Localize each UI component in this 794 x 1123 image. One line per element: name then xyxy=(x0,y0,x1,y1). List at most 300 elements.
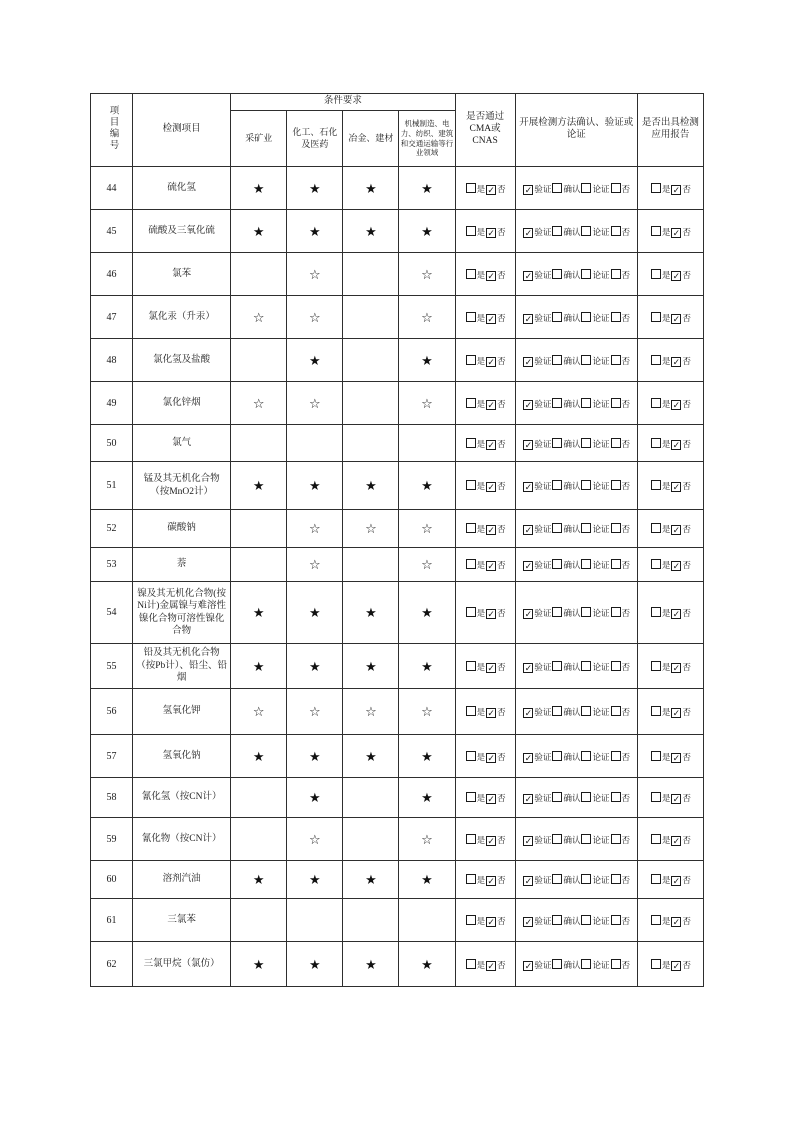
star-empty-cell xyxy=(343,253,399,296)
star-empty-cell xyxy=(231,818,287,861)
checkbox-unchecked-icon xyxy=(581,915,591,925)
cma-cell: 是 ✓ 否 xyxy=(455,899,515,942)
checkbox-unchecked-icon xyxy=(466,792,476,802)
report-cell: 是 ✓ 否 xyxy=(637,735,703,778)
checkbox-unchecked-icon xyxy=(466,183,476,193)
checkbox-unchecked-icon xyxy=(466,751,476,761)
star-filled-icon: ★ xyxy=(287,735,343,778)
star-empty-cell xyxy=(343,899,399,942)
item-no: 57 xyxy=(91,735,133,778)
star-filled-icon: ★ xyxy=(343,735,399,778)
checkbox-checked-icon: ✓ xyxy=(524,270,533,281)
checkbox-checked-icon: ✓ xyxy=(672,708,681,718)
star-filled-icon: ★ xyxy=(399,582,455,644)
checkbox-checked-icon: ✓ xyxy=(672,525,681,535)
table-row xyxy=(91,818,704,861)
table-row xyxy=(91,861,704,899)
checkbox-unchecked-icon xyxy=(552,480,562,490)
star-empty-cell xyxy=(231,778,287,818)
checkbox-unchecked-icon xyxy=(611,355,621,365)
star-hollow-icon: ☆ xyxy=(399,689,455,735)
checkbox-checked-icon: ✓ xyxy=(524,662,533,673)
star-filled-icon: ★ xyxy=(287,167,343,210)
header-industry-chemical: 化工、石化及医药 xyxy=(287,111,343,167)
item-no: 50 xyxy=(91,425,133,462)
checkbox-checked-icon: ✓ xyxy=(487,752,495,763)
cma-cell: 是 ✓ 否 xyxy=(455,582,515,644)
checkbox-unchecked-icon xyxy=(651,183,661,193)
star-hollow-icon: ☆ xyxy=(231,382,287,425)
method-cell: ✓ 验证 确认 论证 否 xyxy=(515,296,637,339)
checkbox-unchecked-icon xyxy=(651,874,661,884)
star-filled-icon: ★ xyxy=(399,210,455,253)
table-row xyxy=(91,644,704,689)
item-name: 硫化氢 xyxy=(133,167,231,210)
checkbox-checked-icon: ✓ xyxy=(487,916,495,927)
checkbox-unchecked-icon xyxy=(552,312,562,322)
checkbox-checked-icon: ✓ xyxy=(672,794,681,804)
method-cell: ✓ 验证 确认 论证 否 xyxy=(515,167,637,210)
table-row xyxy=(91,296,704,339)
checkbox-unchecked-icon xyxy=(552,915,562,925)
method-cell: ✓ 验证 确认 论证 否 xyxy=(515,818,637,861)
star-hollow-icon: ☆ xyxy=(399,382,455,425)
item-no: 47 xyxy=(91,296,133,339)
checkbox-unchecked-icon xyxy=(581,751,591,761)
star-empty-cell xyxy=(343,296,399,339)
cma-cell: 是 ✓ 否 xyxy=(455,167,515,210)
checkbox-unchecked-icon xyxy=(466,523,476,533)
star-hollow-icon: ☆ xyxy=(287,818,343,861)
checkbox-unchecked-icon xyxy=(466,480,476,490)
checkbox-checked-icon: ✓ xyxy=(672,439,681,450)
star-empty-cell xyxy=(231,510,287,548)
item-no: 56 xyxy=(91,689,133,735)
checkbox-unchecked-icon xyxy=(611,480,621,490)
checkbox-unchecked-icon xyxy=(611,226,621,236)
checkbox-unchecked-icon xyxy=(581,480,591,490)
star-filled-icon: ★ xyxy=(399,861,455,899)
checkbox-unchecked-icon xyxy=(651,706,661,716)
checkbox-checked-icon: ✓ xyxy=(524,525,533,535)
header-report: 是否出具检测应用报告 xyxy=(637,94,703,167)
table-row xyxy=(91,167,704,210)
star-filled-icon: ★ xyxy=(287,462,343,510)
table-row xyxy=(91,210,704,253)
star-filled-icon: ★ xyxy=(287,861,343,899)
checkbox-unchecked-icon xyxy=(552,751,562,761)
checkbox-checked-icon: ✓ xyxy=(487,399,495,410)
checkbox-checked-icon: ✓ xyxy=(487,270,495,281)
table-row xyxy=(91,425,704,462)
table-body xyxy=(91,167,704,987)
checkbox-checked-icon: ✓ xyxy=(524,794,533,804)
checkbox-unchecked-icon xyxy=(552,355,562,365)
item-no: 55 xyxy=(91,644,133,689)
checkbox-unchecked-icon xyxy=(552,959,562,969)
checkbox-unchecked-icon xyxy=(581,269,591,279)
checkbox-checked-icon: ✓ xyxy=(524,184,533,195)
star-empty-cell xyxy=(343,339,399,382)
checkbox-unchecked-icon xyxy=(581,355,591,365)
star-filled-icon: ★ xyxy=(231,735,287,778)
checkbox-checked-icon: ✓ xyxy=(487,356,495,367)
report-cell: 是 ✓ 否 xyxy=(637,899,703,942)
checkbox-unchecked-icon xyxy=(581,959,591,969)
header-industry-machinery: 机械制造、电力、纺织、建筑和交通运输等行业领域 xyxy=(399,111,455,167)
report-cell: 是 ✓ 否 xyxy=(637,296,703,339)
table-row xyxy=(91,339,704,382)
checkbox-unchecked-icon xyxy=(581,183,591,193)
checkbox-checked-icon: ✓ xyxy=(672,561,681,571)
checkbox-unchecked-icon xyxy=(466,607,476,617)
item-name: 锰及其无机化合物（按MnO2计） xyxy=(133,462,231,510)
checkbox-checked-icon: ✓ xyxy=(487,960,495,971)
star-filled-icon: ★ xyxy=(231,861,287,899)
checkbox-checked-icon: ✓ xyxy=(524,356,533,367)
checkbox-unchecked-icon xyxy=(611,312,621,322)
report-cell: 是 ✓ 否 xyxy=(637,425,703,462)
checkbox-unchecked-icon xyxy=(611,915,621,925)
checkbox-checked-icon: ✓ xyxy=(672,482,681,492)
star-filled-icon: ★ xyxy=(399,735,455,778)
cma-cell: 是 ✓ 否 xyxy=(455,210,515,253)
checkbox-checked-icon: ✓ xyxy=(524,708,533,718)
checkbox-unchecked-icon xyxy=(581,607,591,617)
checkbox-unchecked-icon xyxy=(651,559,661,569)
checkbox-unchecked-icon xyxy=(651,312,661,322)
star-empty-cell xyxy=(231,253,287,296)
method-cell: ✓ 验证 确认 论证 否 xyxy=(515,582,637,644)
item-name: 氢氧化钾 xyxy=(133,689,231,735)
checkbox-checked-icon: ✓ xyxy=(487,184,495,195)
checkbox-unchecked-icon xyxy=(611,834,621,844)
method-cell: ✓ 验证 确认 论证 否 xyxy=(515,548,637,582)
checkbox-checked-icon: ✓ xyxy=(672,752,681,763)
checkbox-unchecked-icon xyxy=(581,398,591,408)
checkbox-unchecked-icon xyxy=(611,959,621,969)
checkbox-unchecked-icon xyxy=(466,915,476,925)
star-empty-cell xyxy=(343,778,399,818)
table-row xyxy=(91,582,704,644)
star-hollow-icon: ☆ xyxy=(343,689,399,735)
header-item-name: 检测项目 xyxy=(133,94,231,167)
checkbox-unchecked-icon xyxy=(466,398,476,408)
report-cell: 是 ✓ 否 xyxy=(637,167,703,210)
item-name: 碳酸钠 xyxy=(133,510,231,548)
star-filled-icon: ★ xyxy=(399,339,455,382)
star-empty-cell xyxy=(399,425,455,462)
item-name: 氯化氢及盐酸 xyxy=(133,339,231,382)
table-row xyxy=(91,689,704,735)
header-industry-mining: 采矿业 xyxy=(231,111,287,167)
star-filled-icon: ★ xyxy=(343,644,399,689)
checkbox-checked-icon: ✓ xyxy=(487,561,495,571)
method-cell: ✓ 验证 确认 论证 否 xyxy=(515,339,637,382)
item-no: 49 xyxy=(91,382,133,425)
star-hollow-icon: ☆ xyxy=(399,818,455,861)
checkbox-unchecked-icon xyxy=(651,269,661,279)
checkbox-unchecked-icon xyxy=(611,751,621,761)
checkbox-unchecked-icon xyxy=(651,661,661,671)
checkbox-checked-icon: ✓ xyxy=(524,916,533,927)
table-row xyxy=(91,899,704,942)
checkbox-unchecked-icon xyxy=(651,915,661,925)
checkbox-unchecked-icon xyxy=(611,874,621,884)
header-cma: 是否通过CMA或CNAS xyxy=(455,94,515,167)
checkbox-unchecked-icon xyxy=(581,523,591,533)
checkbox-checked-icon: ✓ xyxy=(672,662,681,673)
checkbox-unchecked-icon xyxy=(466,269,476,279)
checkbox-unchecked-icon xyxy=(581,312,591,322)
checkbox-unchecked-icon xyxy=(466,959,476,969)
star-hollow-icon: ☆ xyxy=(399,296,455,339)
checkbox-checked-icon: ✓ xyxy=(487,794,495,804)
header-item-no-label: 项目编号 xyxy=(107,104,118,151)
checkbox-checked-icon: ✓ xyxy=(672,313,681,324)
checkbox-unchecked-icon xyxy=(466,226,476,236)
report-cell: 是 ✓ 否 xyxy=(637,582,703,644)
star-empty-cell xyxy=(231,339,287,382)
item-no: 51 xyxy=(91,462,133,510)
star-filled-icon: ★ xyxy=(399,778,455,818)
checkbox-unchecked-icon xyxy=(581,661,591,671)
star-filled-icon: ★ xyxy=(399,462,455,510)
star-hollow-icon: ☆ xyxy=(287,253,343,296)
checkbox-checked-icon: ✓ xyxy=(672,270,681,281)
star-filled-icon: ★ xyxy=(343,942,399,987)
checkbox-unchecked-icon xyxy=(611,523,621,533)
item-no: 58 xyxy=(91,778,133,818)
cma-cell: 是 ✓ 否 xyxy=(455,339,515,382)
checkbox-checked-icon: ✓ xyxy=(524,752,533,763)
report-cell: 是 ✓ 否 xyxy=(637,253,703,296)
checkbox-checked-icon: ✓ xyxy=(672,227,681,238)
checkbox-checked-icon: ✓ xyxy=(524,960,533,971)
star-hollow-icon: ☆ xyxy=(399,510,455,548)
report-cell: 是 ✓ 否 xyxy=(637,861,703,899)
item-name: 三氯甲烷（氯仿） xyxy=(133,942,231,987)
method-cell: ✓ 验证 确认 论证 否 xyxy=(515,689,637,735)
checkbox-unchecked-icon xyxy=(651,792,661,802)
checkbox-unchecked-icon xyxy=(651,355,661,365)
star-filled-icon: ★ xyxy=(231,167,287,210)
cma-cell: 是 ✓ 否 xyxy=(455,778,515,818)
checkbox-unchecked-icon xyxy=(552,183,562,193)
checkbox-checked-icon: ✓ xyxy=(672,960,681,971)
header-industry-metallurgy: 冶金、建材 xyxy=(343,111,399,167)
star-hollow-icon: ☆ xyxy=(287,296,343,339)
checkbox-unchecked-icon xyxy=(466,834,476,844)
checkbox-unchecked-icon xyxy=(611,183,621,193)
item-name: 镍及其无机化合物(按Ni计)金属镍与难溶性镍化合物可溶性镍化合物 xyxy=(133,582,231,644)
checkbox-checked-icon: ✓ xyxy=(524,835,533,846)
checkbox-unchecked-icon xyxy=(466,661,476,671)
report-cell: 是 ✓ 否 xyxy=(637,778,703,818)
star-hollow-icon: ☆ xyxy=(399,548,455,582)
checkbox-unchecked-icon xyxy=(611,438,621,448)
star-empty-cell xyxy=(343,382,399,425)
checkbox-unchecked-icon xyxy=(651,959,661,969)
checkbox-unchecked-icon xyxy=(552,226,562,236)
star-empty-cell xyxy=(231,899,287,942)
star-filled-icon: ★ xyxy=(287,778,343,818)
item-no: 54 xyxy=(91,582,133,644)
item-no: 44 xyxy=(91,167,133,210)
star-filled-icon: ★ xyxy=(231,942,287,987)
star-filled-icon: ★ xyxy=(287,582,343,644)
checkbox-unchecked-icon xyxy=(581,874,591,884)
checkbox-unchecked-icon xyxy=(611,661,621,671)
star-hollow-icon: ☆ xyxy=(231,296,287,339)
star-empty-cell xyxy=(287,899,343,942)
checkbox-unchecked-icon xyxy=(466,559,476,569)
item-no: 48 xyxy=(91,339,133,382)
item-name: 氯化汞（升汞） xyxy=(133,296,231,339)
checkbox-unchecked-icon xyxy=(651,438,661,448)
checkbox-checked-icon: ✓ xyxy=(487,662,495,673)
method-cell: ✓ 验证 确认 论证 否 xyxy=(515,644,637,689)
method-cell: ✓ 验证 确认 论证 否 xyxy=(515,778,637,818)
star-hollow-icon: ☆ xyxy=(287,510,343,548)
item-name: 氯气 xyxy=(133,425,231,462)
star-filled-icon: ★ xyxy=(287,644,343,689)
cma-cell: 是 ✓ 否 xyxy=(455,942,515,987)
star-empty-cell xyxy=(231,548,287,582)
checkbox-unchecked-icon xyxy=(552,834,562,844)
checkbox-checked-icon: ✓ xyxy=(524,609,533,619)
cma-cell: 是 ✓ 否 xyxy=(455,296,515,339)
star-filled-icon: ★ xyxy=(287,210,343,253)
checkbox-unchecked-icon xyxy=(581,559,591,569)
checkbox-unchecked-icon xyxy=(611,559,621,569)
checkbox-checked-icon: ✓ xyxy=(672,609,681,619)
star-hollow-icon: ☆ xyxy=(287,689,343,735)
star-empty-cell xyxy=(231,425,287,462)
star-filled-icon: ★ xyxy=(343,462,399,510)
checkbox-unchecked-icon xyxy=(651,523,661,533)
star-hollow-icon: ☆ xyxy=(231,689,287,735)
star-filled-icon: ★ xyxy=(287,942,343,987)
checkbox-unchecked-icon xyxy=(552,398,562,408)
checkbox-unchecked-icon xyxy=(651,751,661,761)
checkbox-unchecked-icon xyxy=(466,355,476,365)
cma-cell: 是 ✓ 否 xyxy=(455,382,515,425)
checkbox-unchecked-icon xyxy=(581,438,591,448)
checkbox-unchecked-icon xyxy=(552,661,562,671)
star-empty-cell xyxy=(399,899,455,942)
item-no: 62 xyxy=(91,942,133,987)
checkbox-checked-icon: ✓ xyxy=(487,708,495,718)
star-hollow-icon: ☆ xyxy=(287,548,343,582)
star-filled-icon: ★ xyxy=(343,582,399,644)
method-cell: ✓ 验证 确认 论证 否 xyxy=(515,942,637,987)
checkbox-unchecked-icon xyxy=(581,834,591,844)
item-name: 萘 xyxy=(133,548,231,582)
star-filled-icon: ★ xyxy=(231,210,287,253)
star-filled-icon: ★ xyxy=(231,462,287,510)
table-row xyxy=(91,942,704,987)
cma-cell: 是 ✓ 否 xyxy=(455,861,515,899)
checkbox-unchecked-icon xyxy=(552,874,562,884)
checkbox-checked-icon: ✓ xyxy=(487,439,495,450)
checkbox-unchecked-icon xyxy=(651,226,661,236)
star-filled-icon: ★ xyxy=(343,167,399,210)
star-empty-cell xyxy=(343,425,399,462)
method-cell: ✓ 验证 确认 论证 否 xyxy=(515,899,637,942)
item-no: 61 xyxy=(91,899,133,942)
item-name: 铅及其无机化合物（按Pb计）、铅尘、铅烟 xyxy=(133,644,231,689)
star-filled-icon: ★ xyxy=(343,210,399,253)
checkbox-unchecked-icon xyxy=(611,792,621,802)
item-name: 溶剂汽油 xyxy=(133,861,231,899)
cma-cell: 是 ✓ 否 xyxy=(455,548,515,582)
item-no: 52 xyxy=(91,510,133,548)
star-empty-cell xyxy=(287,425,343,462)
checkbox-checked-icon: ✓ xyxy=(487,313,495,324)
method-cell: ✓ 验证 确认 论证 否 xyxy=(515,253,637,296)
item-no: 46 xyxy=(91,253,133,296)
item-no: 45 xyxy=(91,210,133,253)
report-cell: 是 ✓ 否 xyxy=(637,548,703,582)
report-cell: 是 ✓ 否 xyxy=(637,339,703,382)
table-row xyxy=(91,382,704,425)
star-filled-icon: ★ xyxy=(343,861,399,899)
checkbox-unchecked-icon xyxy=(651,480,661,490)
checkbox-checked-icon: ✓ xyxy=(524,561,533,571)
checkbox-checked-icon: ✓ xyxy=(672,916,681,927)
checkbox-unchecked-icon xyxy=(651,834,661,844)
report-cell: 是 ✓ 否 xyxy=(637,462,703,510)
cma-cell: 是 ✓ 否 xyxy=(455,735,515,778)
checkbox-unchecked-icon xyxy=(552,269,562,279)
cma-cell: 是 ✓ 否 xyxy=(455,510,515,548)
item-name: 三氯苯 xyxy=(133,899,231,942)
cma-cell: 是 ✓ 否 xyxy=(455,644,515,689)
cma-cell: 是 ✓ 否 xyxy=(455,689,515,735)
star-hollow-icon: ☆ xyxy=(287,382,343,425)
star-filled-icon: ★ xyxy=(399,167,455,210)
header-method: 开展检测方法确认、验证或论证 xyxy=(515,94,637,167)
report-cell: 是 ✓ 否 xyxy=(637,818,703,861)
star-hollow-icon: ☆ xyxy=(399,253,455,296)
checkbox-unchecked-icon xyxy=(651,607,661,617)
item-name: 氰化物（按CN计） xyxy=(133,818,231,861)
checkbox-checked-icon: ✓ xyxy=(487,525,495,535)
star-empty-cell xyxy=(343,548,399,582)
table-header xyxy=(91,94,704,167)
item-name: 氢氧化钠 xyxy=(133,735,231,778)
star-hollow-icon: ☆ xyxy=(343,510,399,548)
report-cell: 是 ✓ 否 xyxy=(637,942,703,987)
checkbox-unchecked-icon xyxy=(552,438,562,448)
star-filled-icon: ★ xyxy=(231,644,287,689)
checkbox-checked-icon: ✓ xyxy=(672,835,681,846)
checkbox-checked-icon: ✓ xyxy=(487,876,495,886)
checkbox-checked-icon: ✓ xyxy=(672,399,681,410)
star-filled-icon: ★ xyxy=(399,644,455,689)
cma-cell: 是 ✓ 否 xyxy=(455,425,515,462)
checkbox-unchecked-icon xyxy=(466,312,476,322)
checkbox-unchecked-icon xyxy=(466,706,476,716)
cma-cell: 是 ✓ 否 xyxy=(455,462,515,510)
cma-cell: 是 ✓ 否 xyxy=(455,253,515,296)
checkbox-checked-icon: ✓ xyxy=(672,184,681,195)
item-name: 氯化锌烟 xyxy=(133,382,231,425)
item-no: 59 xyxy=(91,818,133,861)
checkbox-unchecked-icon xyxy=(611,269,621,279)
checkbox-unchecked-icon xyxy=(611,398,621,408)
